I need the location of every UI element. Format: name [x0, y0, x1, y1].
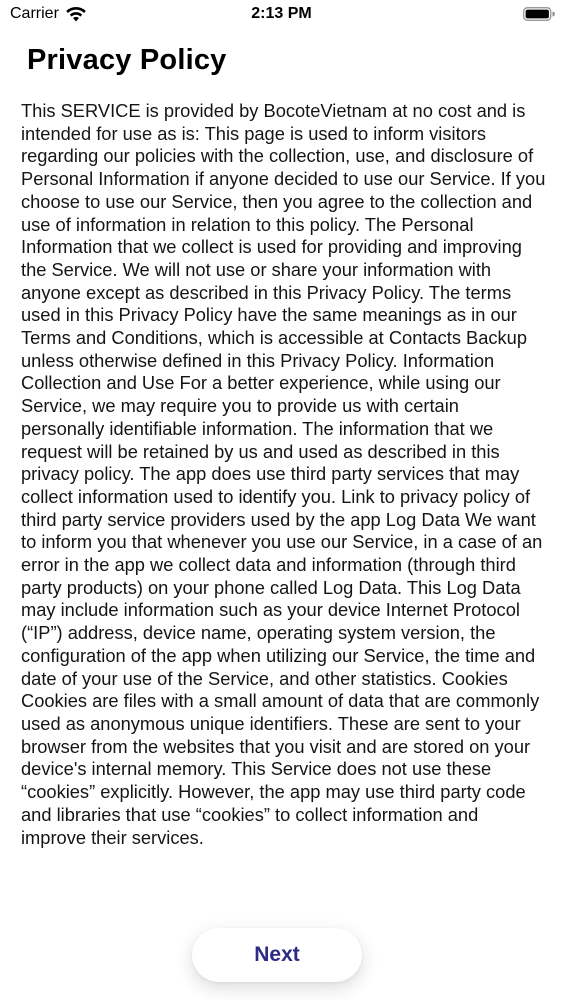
page-title: Privacy Policy — [27, 44, 227, 76]
status-time: 2:13 PM — [251, 5, 312, 22]
battery-icon — [523, 7, 555, 21]
policy-scroll-view[interactable] — [21, 100, 546, 890]
policy-body-text: This SERVICE is provided by BocoteVietnam at no cost and is intended for use as is: This page is used to inform visitors regarding our policies with the collection, use, and disclosure of Personal Information if anyone decided to use our Service. If you choose to use our Service, then you agree to the collection and use of information in relation to this policy. The Personal Information that we collect is used for providing and improving the Service. We will not use or share your information with anyone except as described in this Privacy Policy. The terms used in this Privacy Policy have the same meanings as in our Terms and Conditions, which is accessible at Contacts Backup unless otherwise defined in this Privacy Policy. Information Collection and Use For a better experience, while using our Service, we may require you to provide us with certain personally identifiable information. The information that we request will be retained by us and used as described in this privacy policy. The app does use third party services that may collect information used to identify you. Link to privacy policy of third party service providers used by the app Log Data We want to inform you that whenever you use our Service, in a case of an error in the app we collect data and information (through third party products) on your phone called Log Data. This Log Data may include information such as your device Internet Protocol (“IP”) address, device name, operating system version, the configuration of the app when utilizing our Service, the time and date of your use of the Service, and other statistics. Cookies Cookies are files with a small amount of data that are commonly used as anonymous unique identifiers. These are sent to your browser from the websites that you visit and are stored on your device's internal memory. This Service does not use these “cookies” explicitly. However, the app may use third party code and libraries that use “cookies” to collect information and improve their services. — [21, 100, 546, 848]
carrier-label: Carrier — [10, 5, 59, 22]
status-bar — [0, 0, 563, 30]
next-button[interactable]: Next — [192, 928, 362, 982]
